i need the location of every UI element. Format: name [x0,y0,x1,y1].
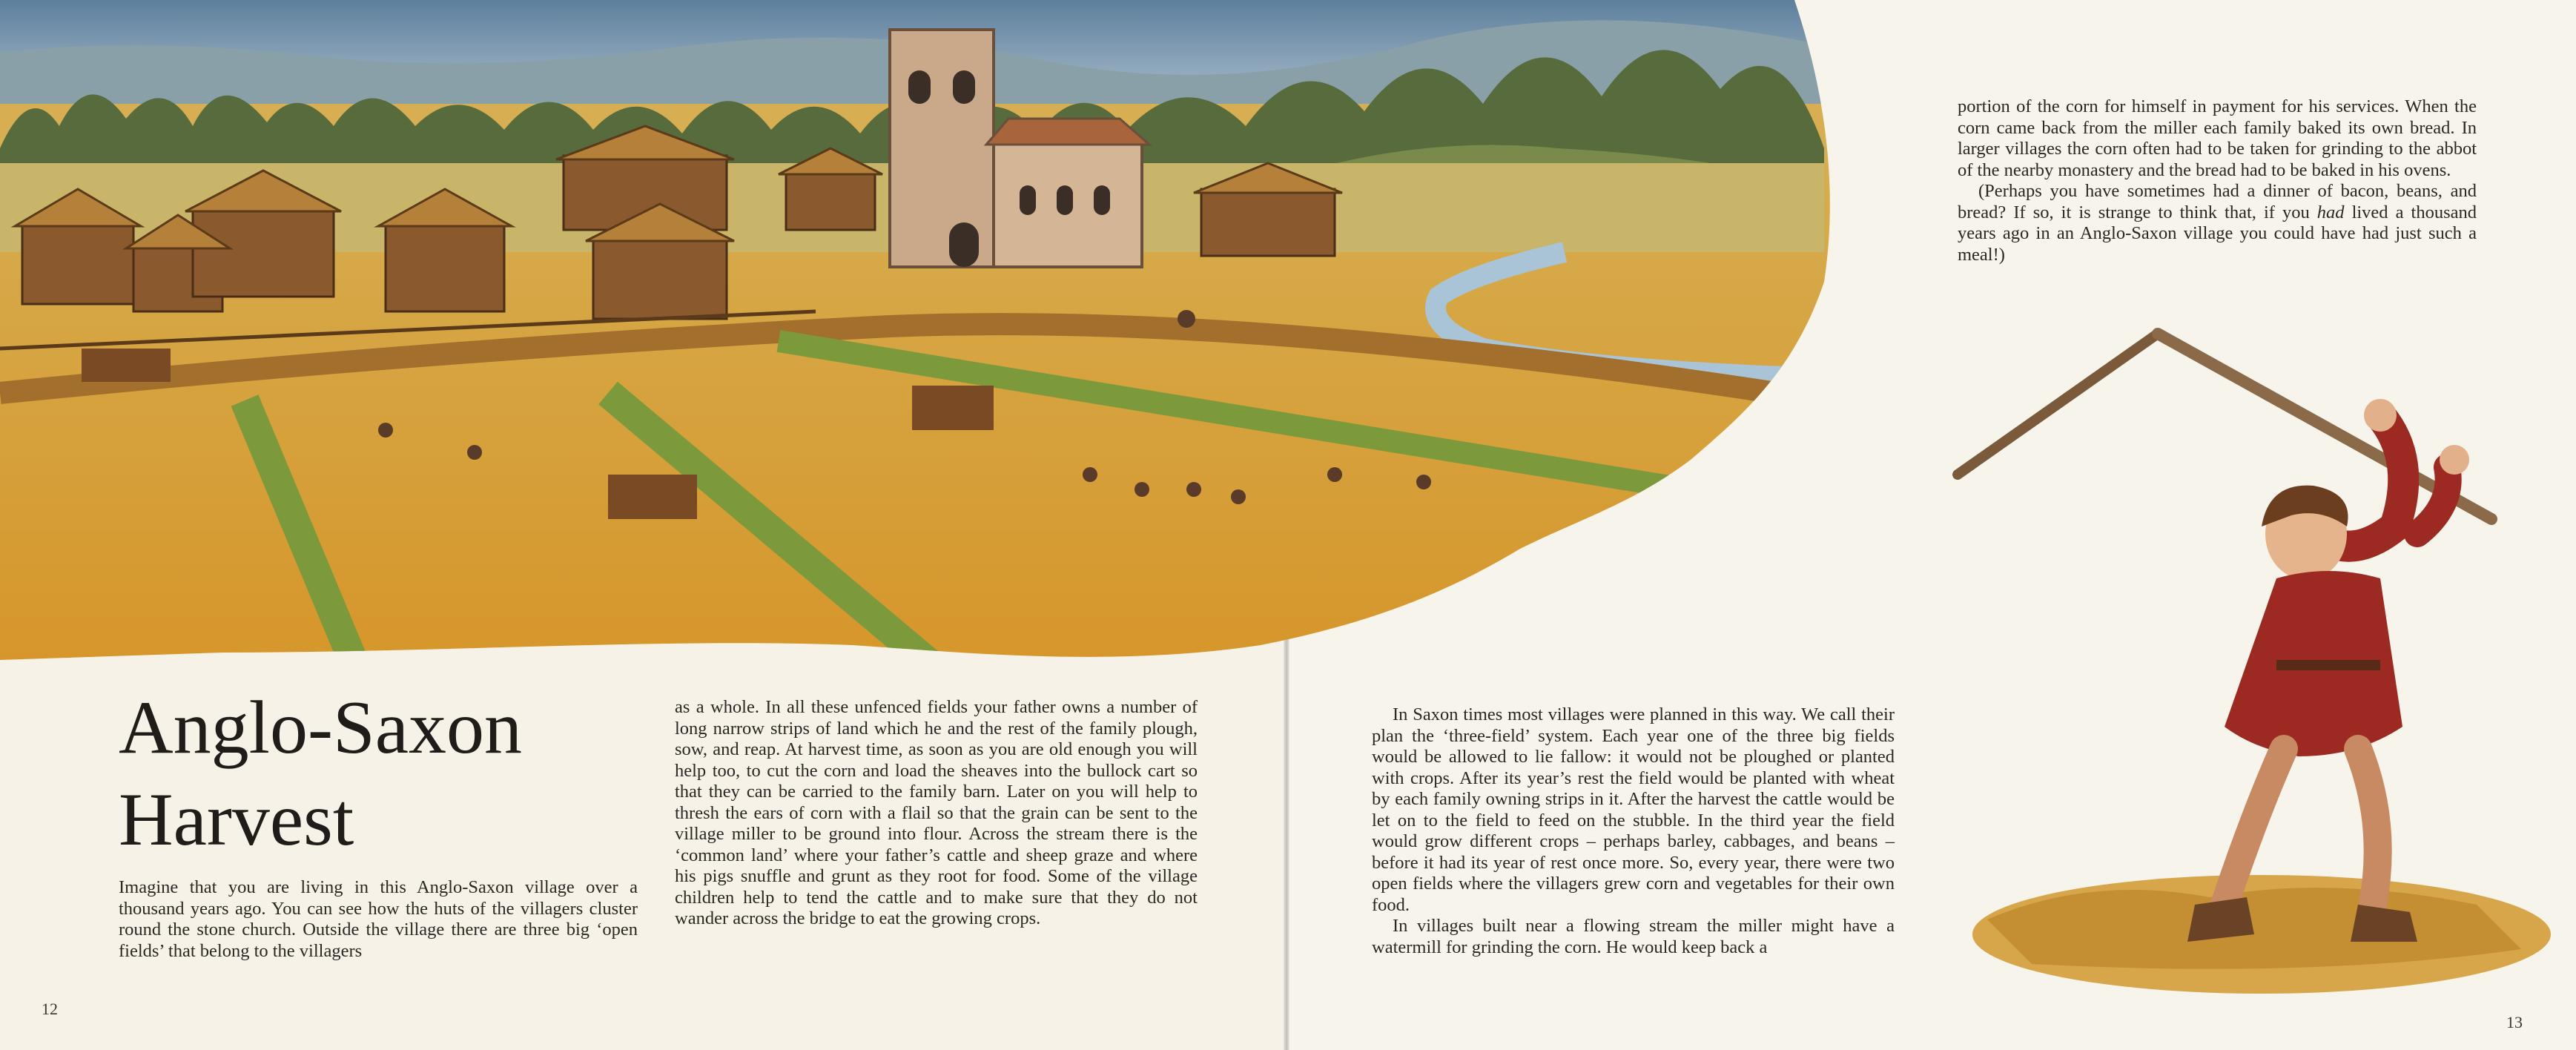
title-line-2: Harvest [119,778,354,862]
page-title [119,682,593,866]
paragraph-part: lived a thousand years ago in an Anglo-Saxon village you could have had just such a meal!) [1958,202,2477,265]
paragraph-part: (Perhaps you have sometimes had a dinner of bacon, beans, and bread? If so, it is strange to think that, if you [1958,181,2477,222]
paragraph [1958,181,2477,265]
paragraph: portion of the corn for himself in payment for his services. When the corn came back from the miller each family baked its own bread. In larger villages the corn often had to be taken for grinding to the abbot of the nearby monastery and the bread had to be baked in his ovens. [1958,96,2477,180]
text-column-2 [675,697,1198,930]
page-number-right: 13 [2506,1013,2523,1031]
page-number-left: 12 [42,1000,58,1018]
village-illustration [0,0,1854,667]
title-line-1: Anglo-Saxon [119,686,522,770]
paragraph: as a whole. In all these unfenced fields your father owns a number of long narrow strips of land which he and the rest of the family plough, sow, and reap. At harvest time, as soon as you are old enough you will help too, to cut the corn and load the sheaves into the bullock cart so that they can be carried to the family barn. Later on you will help to thresh the ears of corn with a flail so that the grain can be sent to the village miller to be ground into flour. Across the stream there is the ‘common land’ where your father’s cattle and sheep graze and where his pigs snuffle and grunt as they root for food. Some of the village children help to tend the cattle and to make sure that they do not wander across the bridge to eat the growing crops. [675,697,1198,928]
text-column-3 [1372,704,1895,958]
text-column-4 [1958,96,2477,265]
paragraph: Imagine that you are living in this Anglo-Saxon village over a thousand years ago. You can see how the huts of the villagers cluster round the stone church. Outside the village there are three big ‘open fields’ that belong to the villagers [119,877,638,961]
thresher-illustration [1943,311,2551,1008]
paragraph: In villages built near a flowing stream the miller might have a watermill for grinding the corn. He would keep back a [1372,916,1895,957]
emphasis: had [2316,202,2345,222]
text-column-1 [119,877,638,962]
paragraph: In Saxon times most villages were planned in this way. We call their plan the ‘three-field’ system. Each year one of the three big fields would be allowed to lie fallow: it would not be ploughed or planted with crops. After its year’s rest the field would be planted with wheat by each family owning strips in it. After the harvest the cattle would be let on to the field to feed on the stubble. In the third year the field would grow different crops – perhaps barley, cabbages, and beans – before it had its year of rest once more. So, every year, there were two open fields where the villagers grew corn and vegetables for their own food. [1372,704,1895,915]
